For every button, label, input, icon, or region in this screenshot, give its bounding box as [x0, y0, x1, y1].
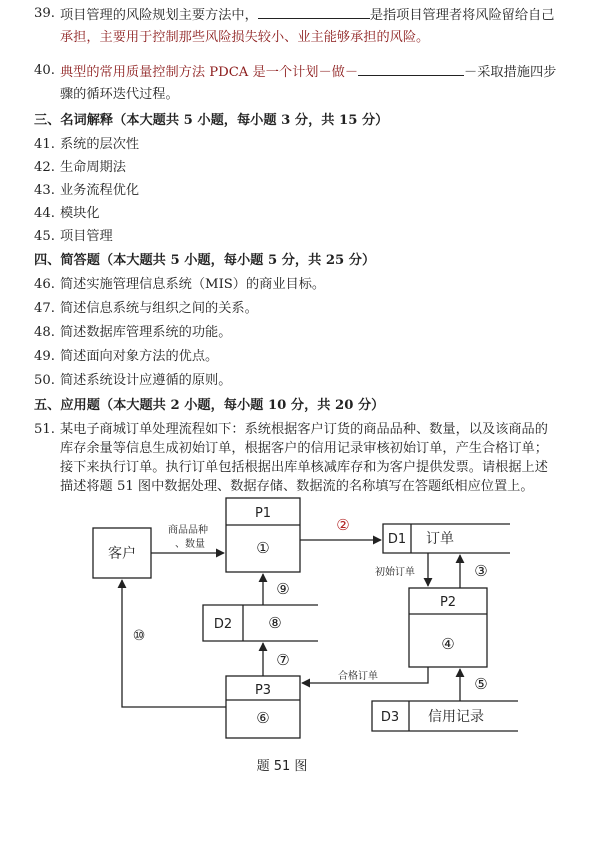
question-number: 40.: [34, 63, 55, 78]
question-text: －采取措施四步: [464, 65, 557, 80]
d1-name: 订单: [426, 531, 454, 547]
section-5-title: 五、应用题（本大题共 2 小题，每小题 10 分，共 20 分）: [34, 398, 385, 413]
p2-mark: ④: [441, 635, 455, 653]
question-number: 39.: [34, 6, 55, 21]
flow-5-mark: ⑤: [474, 675, 488, 693]
flow-3-mark: ③: [474, 562, 488, 580]
customer-label: 客户: [108, 546, 136, 562]
flow-goods-label: 、数量: [175, 539, 205, 550]
question-51-line: 接下来执行订单。执行订单包括根据出库单核减库存和为客户提供发票。请根据上述: [60, 460, 548, 475]
d2-mark: ⑧: [268, 614, 282, 632]
p3-mark: ⑥: [256, 709, 270, 727]
p3-title: P3: [254, 683, 272, 698]
section-4-title: 四、简答题（本大题共 5 小题，每小题 5 分，共 25 分）: [34, 253, 376, 268]
p1-mark: ①: [256, 539, 270, 557]
flow-9-mark: ⑨: [276, 580, 290, 598]
flow-initial-label: 初始订单: [375, 567, 415, 578]
d2-id: D2: [213, 617, 233, 632]
p1-title: P1: [254, 506, 272, 521]
flow-qualified-label: 合格订单: [338, 671, 378, 682]
flow-10-mark: ⑩: [132, 628, 146, 644]
question-51-line: 库存余量等信息生成初始订单，根据客户的信用记录审核初始订单，产生合格订单；: [60, 441, 548, 456]
question-text: 是指项目管理者将风险留给自己: [369, 8, 555, 23]
question-51-line: 描述将题 51 图中数据处理、数据存储、数据流的名称填写在答题纸相应位置上。: [60, 479, 534, 494]
d3-id: D3: [380, 710, 400, 725]
flow-goods-label: 商品品种: [168, 525, 208, 536]
d1-id: D1: [387, 532, 407, 547]
section-3-title: 三、名词解释（本大题共 5 小题，每小题 3 分，共 15 分）: [34, 113, 389, 128]
d3-name: 信用记录: [428, 709, 484, 725]
flow-2-mark: ②: [336, 516, 350, 534]
question-40-cont: 骤的循环迭代过程。: [60, 87, 179, 102]
question-39-cont: 承担，主要用于控制那些风险损失较小、业主能够承担的风险。: [60, 30, 430, 45]
figure-caption: 题 51 图: [256, 759, 308, 774]
question-text: 项目管理的风险规划主要方法中，: [60, 8, 258, 23]
p2-title: P2: [439, 595, 457, 610]
exam-page: 39. 项目管理的风险规划主要方法中， 是指项目管理者将风险留给自己 承担，主要用于控制那些风险损失较小、业主能够承担的风险。 40. 典型的常用质量控制方法 PDCA 是一个计划－做－ －采取措施四步 骤的循环迭代过程。 三、名词解释（本大题共 5 小题，每小题 3 分，共 15 分） 41. 系统的层次性 42. 生命周期法 43. 业务流程优化 44. 模块化 45. 项目管理 四、简答题（本大题共 5 小题，每小题 5 分，共 25 分） 46. 简述实施管理信息系统（MIS）的商业目标。 47. 简述信息系统与组织之间的关系。 48. 简述数据库管理系统的功能。 49. 简述面向对象方法的优点。 50. 简述系统设计应遵循的原则。 五、应用题（本大题共 2 小题，每小题 10 分，共 20 分） 51. 某电子商城订单处理流程如下：系统根据客户订货的商品品种、数量，以及该商品的 库存余量等信息生成初始订单，根据客户的信用记录审核初始订单，产生合格订单； 接下来执行订单。执行订单包括根据出库单核减库存和为客户提供发票。请根据上述 描述将题 51 图中数据处理、数据存储、数据流的名称填写在答题纸相应位置上。 客户 商品品种 、数量 P1 ① ② D1 订单 初始订单 ③ P2 ④ D2 ⑧ ⑨ ⑦ ⑩ 合格订单 ⑤ P3 ⑥ D3 信用记录 题 51 图: [0, 0, 600, 843]
question-text: 典型的常用质量控制方法 PDCA 是一个计划－做－: [60, 65, 359, 80]
flow-7-mark: ⑦: [276, 651, 290, 669]
